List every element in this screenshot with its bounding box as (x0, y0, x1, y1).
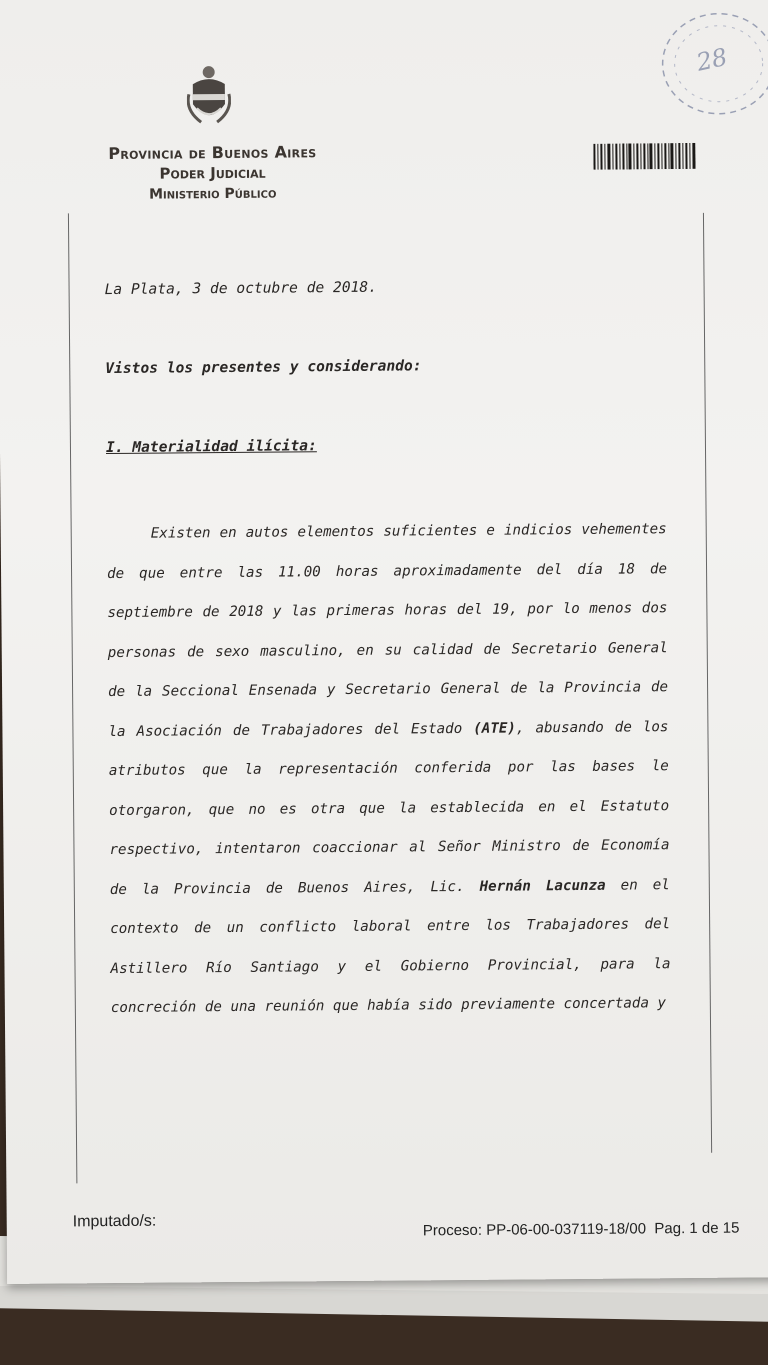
header-province: Provincia de Buenos Aires (108, 142, 317, 164)
header-ministry: Ministerio Público (149, 185, 277, 203)
document-intro: Vistos los presentes y considerando: (105, 357, 422, 378)
paragraph-name: Hernán Lacunza (479, 877, 606, 895)
coat-of-arms-icon (187, 64, 232, 128)
paragraph-part-3: en el contexto de un conflicto laboral entre los Trabajadores del Astillero Río Santiago y el Gobierno Provincial, para la concreción de una reunión que había sido previamente concertada y (110, 876, 671, 1017)
page-number: Pag. 1 de 15 (654, 1219, 740, 1238)
section-title: I. Materialidad ilícita: (105, 437, 317, 457)
body-paragraph (107, 510, 671, 1028)
right-margin-line (703, 213, 712, 1153)
barcode-icon (593, 143, 695, 170)
paragraph-acronym: (ATE) (473, 719, 516, 737)
document-date: La Plata, 3 de octubre de 2018. (104, 278, 378, 299)
footer-imputado: Imputado/s: (72, 1212, 157, 1231)
paragraph-part-1: Existen en autos elementos suficientes e indicios vehementes de que entre las 11.00 horas aproximadamente del día 18 de septiembre de 2018 y las primeras horas del 19, por lo menos dos personas de sexo masculino, en su calidad de Secretario General de la Seccional Ensenada y Secretario General de la Provincia de la Asociación de Trabajadores del Estado (106, 521, 669, 740)
paragraph-part-2: , abusando de los atributos que la representación conferida por las bases le otorgaron, que no es otra que la establecida en el Estatuto respectivo, intentaron coaccionar al Señor Ministro de Economía de la Provincia de Buenos Aires, Lic. (108, 718, 670, 898)
institution-header (57, 141, 368, 207)
folio-number: 28 (693, 42, 730, 77)
footer-proceso (423, 1220, 740, 1240)
left-margin-line (68, 213, 77, 1183)
proceso-number: Proceso: PP-06-00-037119-18/00 (422, 1220, 647, 1240)
header-power: Poder Judicial (159, 163, 266, 183)
